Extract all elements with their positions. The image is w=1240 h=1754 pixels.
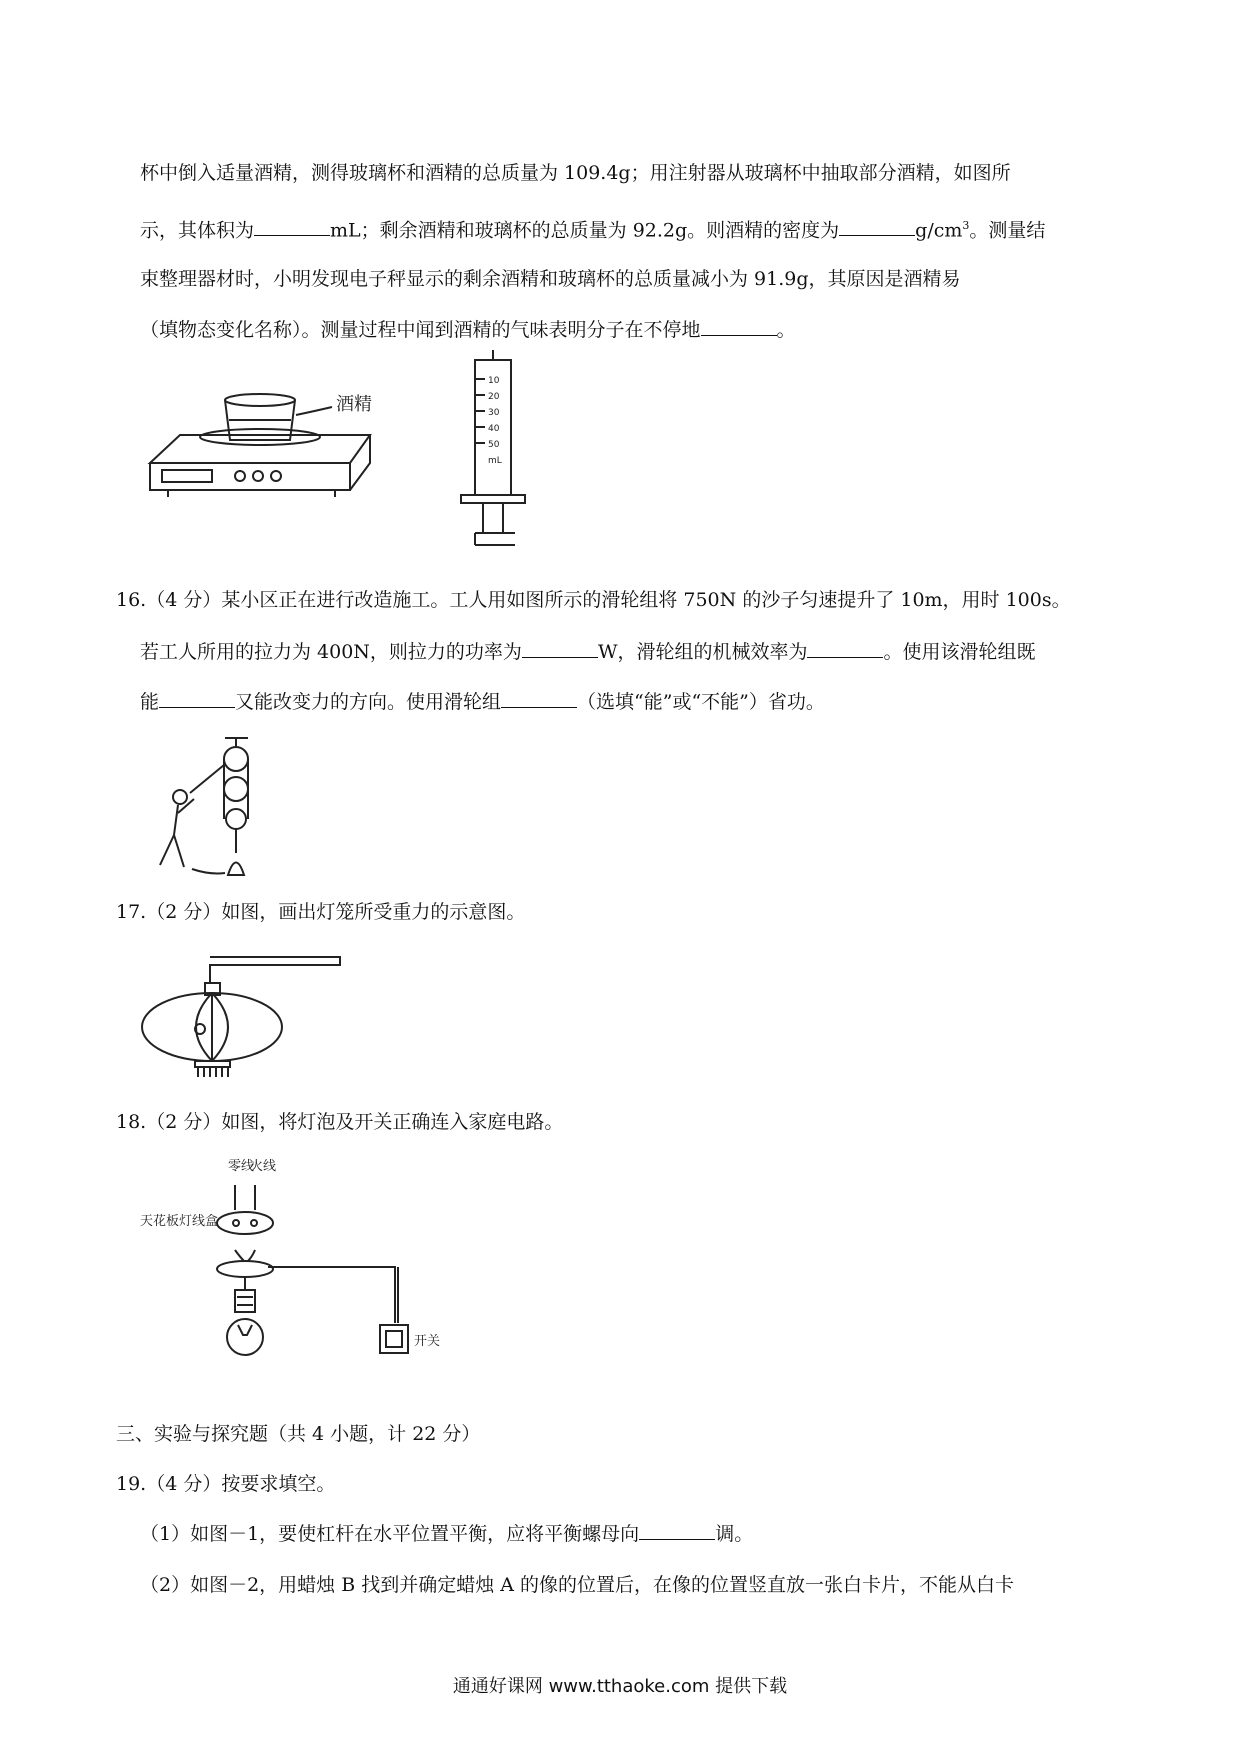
answer-blank-efficiency[interactable]	[807, 639, 883, 658]
q16-text-c: 。使用该滑轮组既	[883, 641, 1036, 663]
label-switch: 开关	[414, 1334, 440, 1349]
q17-text: 17.（2 分）如图，画出灯笼所受重力的示意图。	[116, 901, 526, 923]
answer-blank-direction[interactable]	[639, 1521, 715, 1540]
answer-blank-power[interactable]	[522, 639, 598, 658]
q15-text-f: 。	[776, 319, 796, 341]
pulley-figure	[140, 735, 280, 895]
syringe-tick-10: 10	[488, 376, 500, 386]
syringe-tick-ml: mL	[488, 456, 502, 466]
label-neutral-wire: 零线	[228, 1159, 255, 1174]
q16-line-2	[140, 638, 1035, 666]
label-ceiling-box: 天花板灯线盒	[140, 1214, 219, 1229]
answer-blank-molecules[interactable]	[701, 317, 777, 336]
q15-text-b: mL；剩余酒精和玻璃杯的总质量为 92.2g。则酒精的密度为	[330, 219, 840, 242]
syringe-tick-20: 20	[488, 392, 500, 402]
q16-line-1: 16.（4 分）某小区正在进行改造施工。工人用如图所示的滑轮组将 750N 的沙子匀速提升了 10m，用时 100s。	[116, 589, 1071, 611]
q15-line-2	[140, 212, 1045, 244]
q15-line-4	[140, 316, 796, 344]
answer-blank-save-force[interactable]	[159, 689, 235, 708]
syringe-tick-50: 50	[488, 440, 500, 450]
answer-blank-density[interactable]	[839, 217, 915, 236]
q19-text-a: （1）如图－1，要使杠杆在水平位置平衡，应将平衡螺母向	[140, 1523, 640, 1545]
syringe-tick-40: 40	[488, 424, 500, 434]
q16-text-f: （选填“能”或“不能”）省功。	[577, 691, 825, 713]
q19-text: 19.（4 分）按要求填空。	[116, 1473, 336, 1495]
circuit-figure	[140, 1155, 440, 1380]
answer-blank-volume[interactable]	[254, 217, 330, 236]
q19-part-2: （2）如图－2，用蜡烛 B 找到并确定蜡烛 A 的像的位置后，在像的位置竖直放一张白卡片，不能从白卡	[140, 1574, 1015, 1596]
alcohol-label: 酒精	[336, 394, 372, 415]
q15-text-a: 示，其体积为	[140, 219, 255, 242]
q15-line-1: 杯中倒入适量酒精，测得玻璃杯和酒精的总质量为 109.4g；用注射器从玻璃杯中抽取部分酒精，如图所	[140, 162, 1011, 184]
answer-blank-save-work[interactable]	[501, 689, 577, 708]
lantern-figure	[140, 955, 350, 1080]
label-live-wire: 火线	[250, 1159, 277, 1174]
q19-text-b: 调。	[715, 1523, 754, 1545]
q15-text-e: （填物态变化名称）。测量过程中闻到酒精的气味表明分子在不停地	[140, 319, 701, 341]
q16-text-e: 又能改变力的方向。使用滑轮组	[235, 691, 502, 713]
syringe-tick-30: 30	[488, 408, 500, 418]
section-3-title: 三、实验与探究题（共 4 小题，计 22 分）	[116, 1423, 481, 1445]
q15-line-3: 束整理器材时，小明发现电子秤显示的剩余酒精和玻璃杯的总质量减小为 91.9g，其原因是酒精易	[140, 268, 961, 290]
q19-part-1	[140, 1520, 753, 1548]
q15-text-d: 。测量结	[969, 219, 1046, 242]
q16-text-a: 若工人所用的拉力为 400N，则拉力的功率为	[140, 641, 522, 663]
q16-text-d: 能	[140, 691, 160, 713]
q18-text: 18.（2 分）如图，将灯泡及开关正确连入家庭电路。	[116, 1111, 564, 1133]
scale-beaker-figure	[140, 385, 380, 515]
q16-text-b: W，滑轮组的机械效率为	[597, 641, 808, 663]
syringe-figure	[455, 345, 535, 550]
q15-unit-sup: 3	[962, 219, 970, 232]
q16-line-3	[140, 688, 825, 716]
page-footer: 通通好课网 www.tthaoke.com 提供下载	[452, 1676, 788, 1697]
q15-unit: g/cm	[915, 219, 963, 242]
